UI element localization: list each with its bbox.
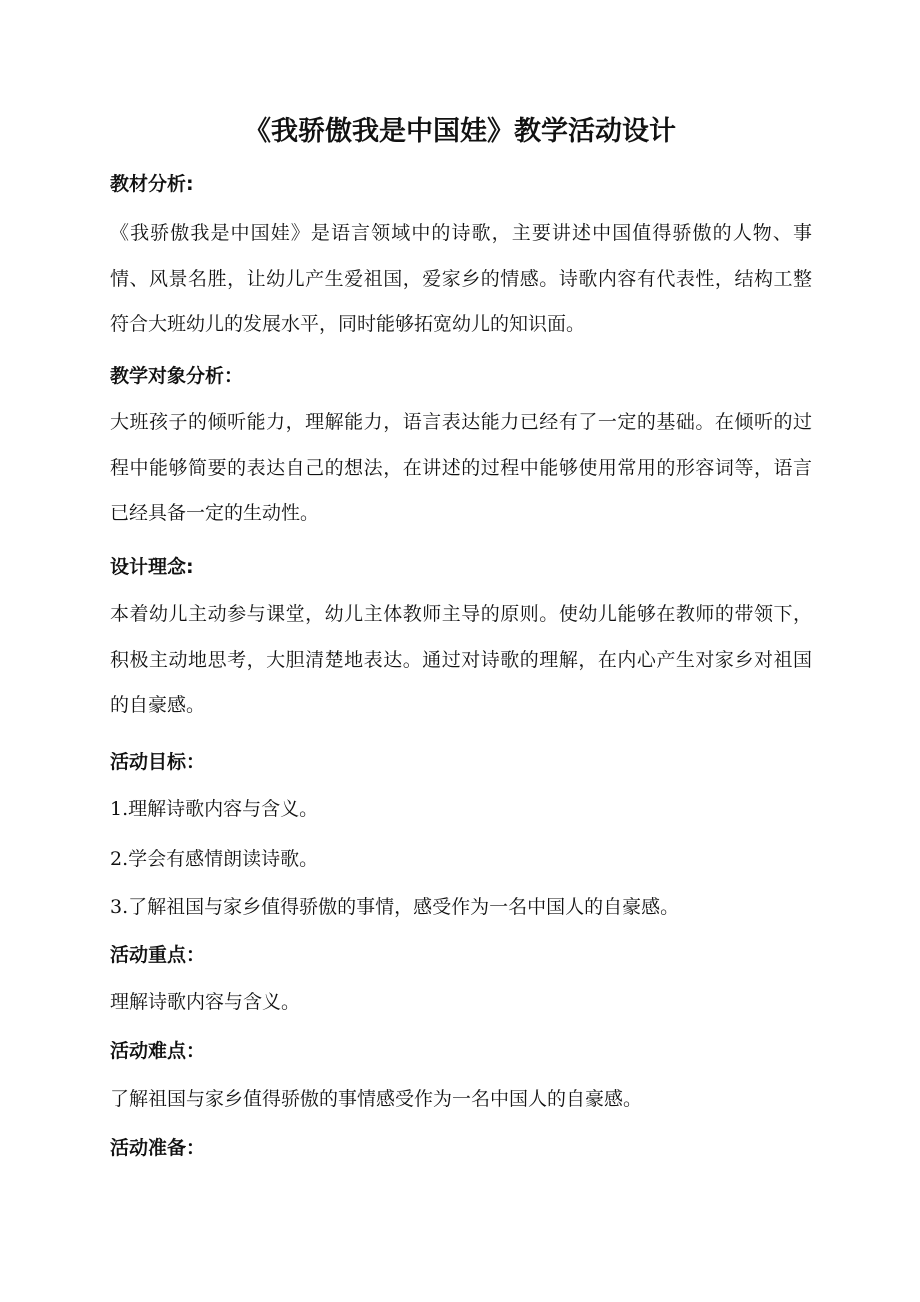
section-heading-goals: 活动目标： [110, 751, 206, 773]
goal-item-2: 2.学会有感情朗读诗歌。 [110, 848, 319, 870]
goal-item-3: 3.了解祖国与家乡值得骄傲的事情，感受作为一名中国人的自豪感。 [110, 896, 680, 918]
section-heading-preparation: 活动准备： [110, 1137, 206, 1159]
section-text-material: 《我骄傲我是中国娃》是语言领域中的诗歌，主要讲述中国值得骄傲的人物、事情、风景名胜，让幼儿产生爱祖国，爱家乡的情感。诗歌内容有代表性，结构工整符合大班幼儿的发展水平，同时能够拓宽幼儿的知识面。 [110, 222, 812, 335]
section-heading-difficulty: 活动难点： [110, 1040, 206, 1062]
page-title: 《我骄傲我是中国娃》教学活动设计 [244, 116, 676, 147]
section-text-audience: 大班孩子的倾听能力，理解能力，语言表达能力已经有了一定的基础。在倾听的过程中能够简要的表达自己的想法，在讲述的过程中能够使用常用的形容词等，语言已经具备一定的生动性。 [110, 411, 812, 524]
goal-item-1: 1.理解诗歌内容与含义。 [110, 798, 319, 820]
section-text-difficulty: 了解祖国与家乡值得骄傲的事情感受作为一名中国人的自豪感。 [110, 1088, 643, 1110]
section-text-concept: 本着幼儿主动参与课堂，幼儿主体教师主导的原则。使幼儿能够在教师的带领下，积极主动地思考，大胆清楚地表达。通过对诗歌的理解，在内心产生对家乡对祖国的自豪感。 [110, 603, 812, 716]
section-heading-audience: 教学对象分析： [110, 365, 244, 387]
section-heading-key-point: 活动重点： [110, 944, 206, 966]
section-heading-material: 教材分析: [110, 173, 194, 195]
section-heading-concept: 设计理念: [110, 556, 194, 578]
section-text-key-point: 理解诗歌内容与含义。 [110, 991, 301, 1013]
